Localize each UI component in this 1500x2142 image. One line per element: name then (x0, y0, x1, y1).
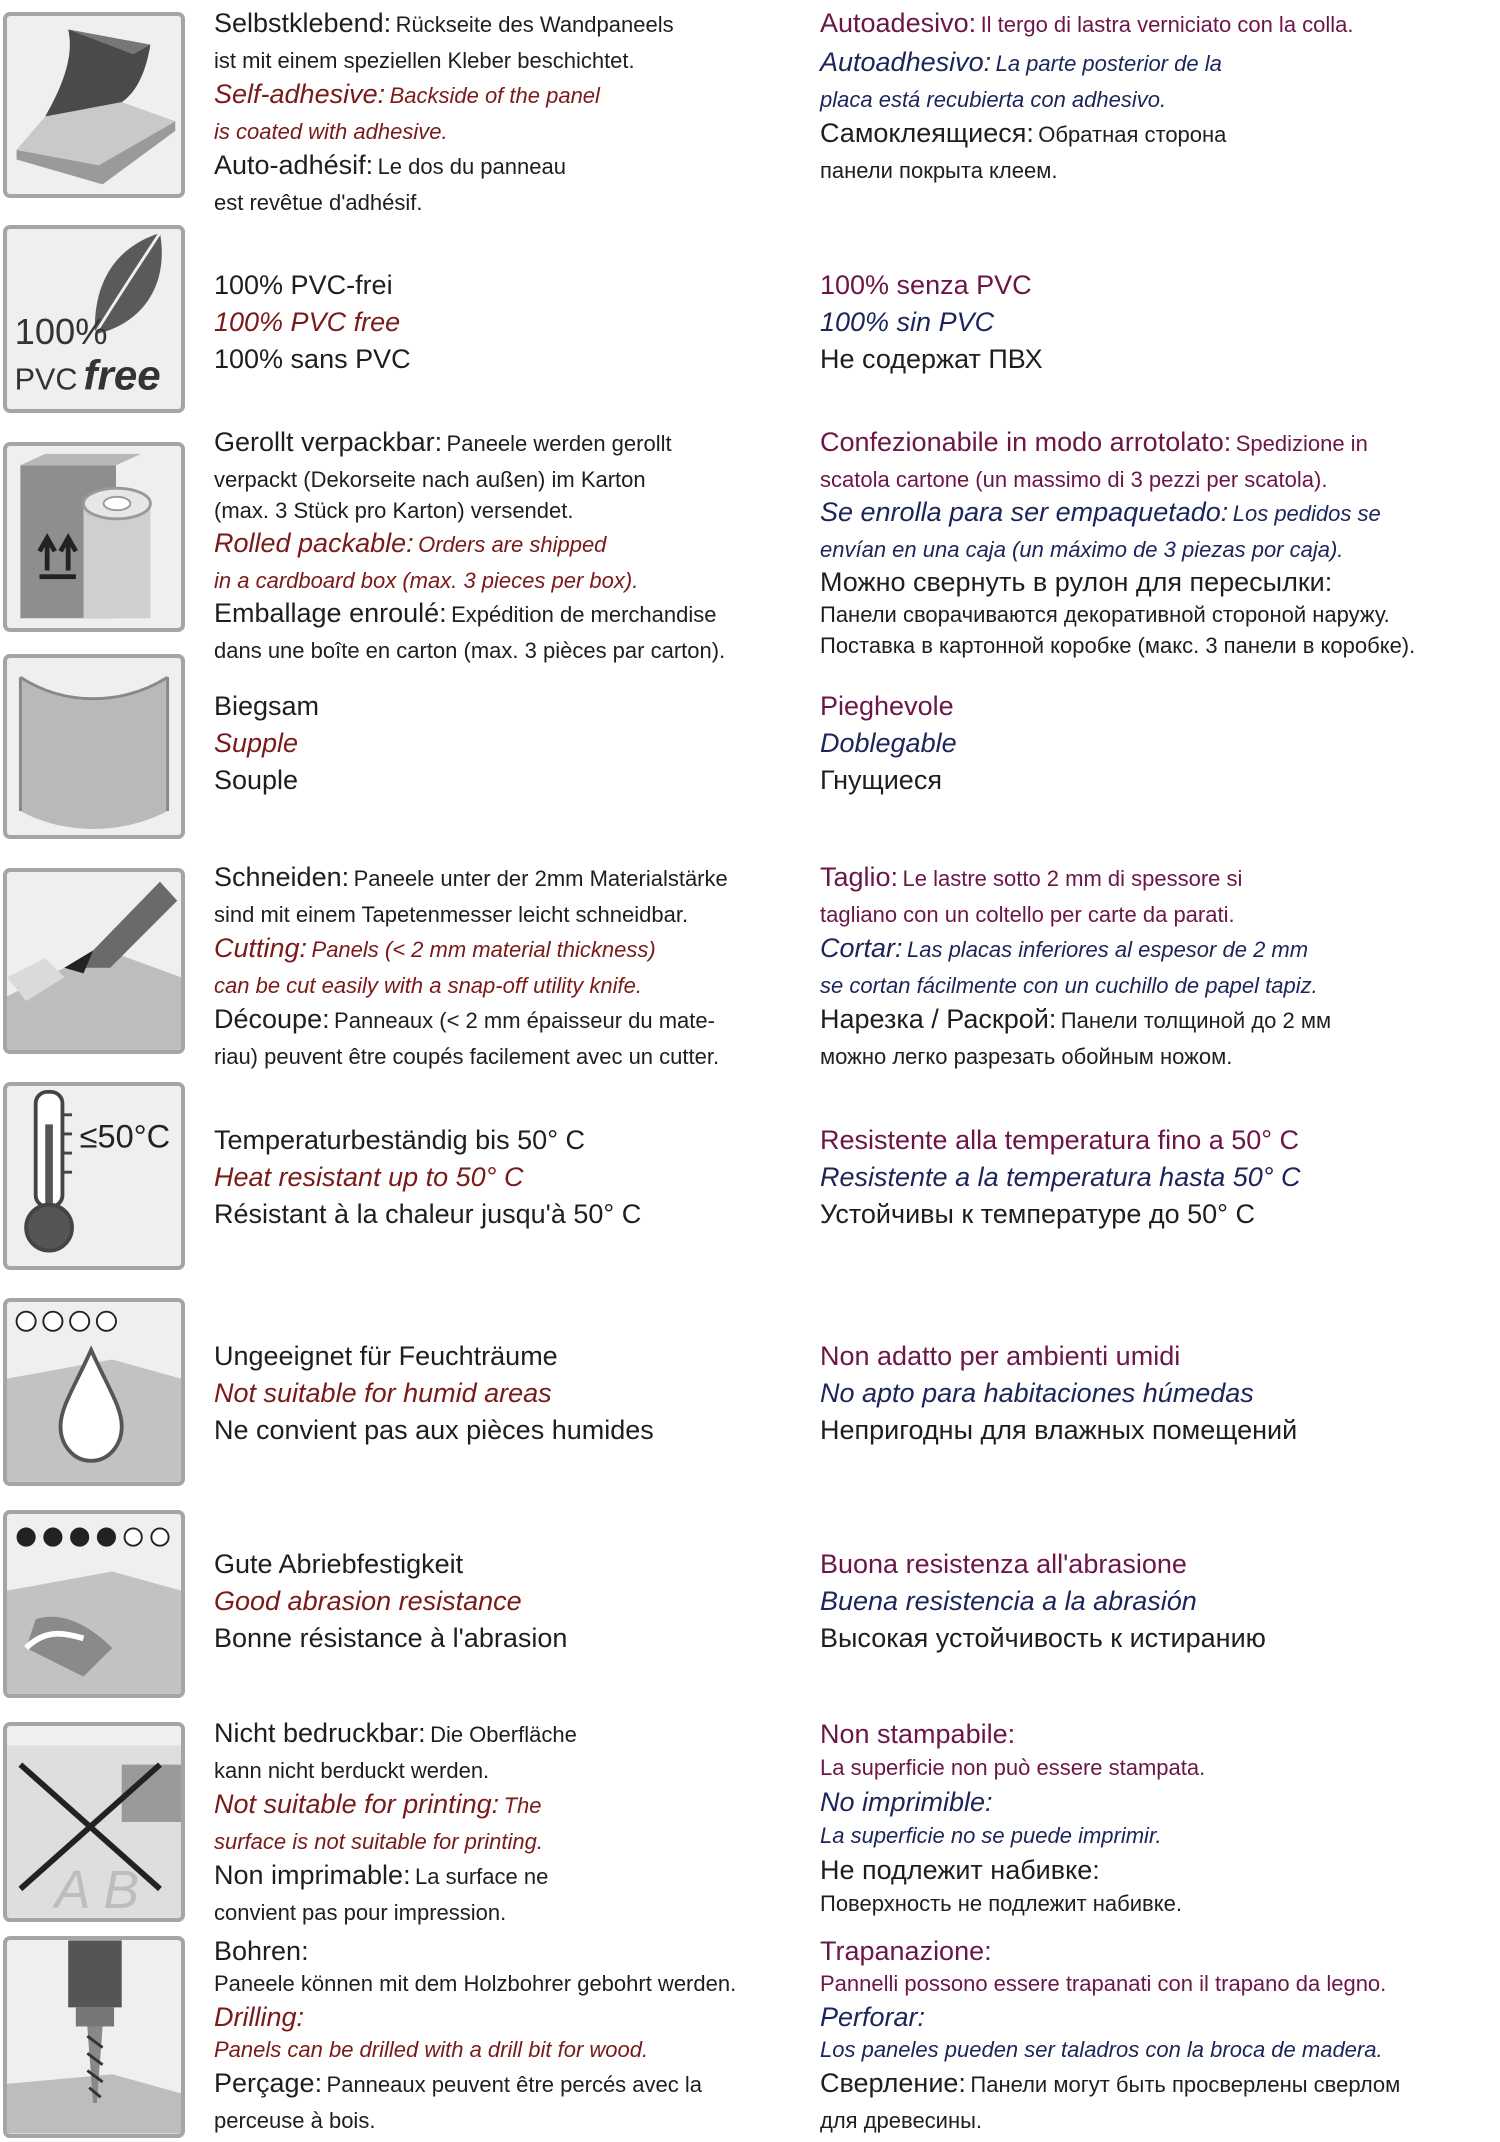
right-column (820, 860, 1500, 1073)
text-line: 100% senza PVC (820, 270, 1032, 300)
text-line: perceuse à bois. (214, 2108, 376, 2133)
right-column (820, 1122, 1500, 1233)
text-line: (max. 3 Stück pro Karton) versendet. (214, 498, 574, 523)
rating-dot-filled (18, 1528, 35, 1545)
text-line: Panels can be drilled with a drill bit for wood. (214, 2037, 649, 2062)
text-line: in a cardboard box (max. 3 pieces per box). (214, 568, 639, 593)
feature-row-abrasion (0, 1500, 1500, 1700)
text-line: Non stampabile: (820, 1719, 1016, 1749)
text-line: Buona resistenza all'abrasione (820, 1549, 1187, 1579)
left-column (214, 1338, 814, 1449)
left-column (214, 1934, 814, 2137)
right-column (820, 688, 1500, 799)
text-line: Самоклеящиеся: Обратная сторона (820, 118, 1227, 148)
text-line: Emballage enroulé: Expédition de merchandise (214, 598, 717, 628)
text-line: Perçage: Panneaux peuvent être percés avec la (214, 2068, 703, 2098)
text-line: Autoadhesivo: La parte posterior de la (820, 47, 1222, 77)
text-line: Высокая устойчивость к истиранию (820, 1623, 1266, 1653)
text-line: Résistant à la chaleur jusqu'à 50° C (214, 1199, 642, 1229)
rating-dot-empty (17, 1312, 36, 1331)
text-line: Bohren: (214, 1936, 309, 1966)
text-line: tagliano con un coltello per carte da parati. (820, 902, 1235, 927)
text-line: 100% PVC free (214, 307, 401, 337)
rating-dots (18, 1528, 169, 1545)
text-line: Drilling: (214, 2002, 305, 2032)
text-line: Non adatto per ambienti umidi (820, 1341, 1181, 1371)
text-line: Se enrolla para ser empaquetado: Los pedidos se (820, 497, 1381, 527)
text-line: verpackt (Dekorseite nach außen) im Karton (214, 467, 646, 492)
feature-row-drilling (0, 1932, 1500, 2142)
text-line: Ne convient pas aux pièces humides (214, 1415, 654, 1445)
left-column (214, 1122, 814, 1233)
text-line: Resistente a la temperatura hasta 50° C (820, 1162, 1301, 1192)
text-line: для древесины. (820, 2108, 983, 2133)
pvc-free-leaf-icon (3, 225, 185, 413)
rating-dot-filled (98, 1528, 115, 1545)
flexible-panel-icon (3, 654, 185, 839)
icon-label-ab: A B (54, 1861, 140, 1918)
drill-icon (3, 1936, 185, 2138)
text-line: ist mit einem speziellen Kleber beschichtet. (214, 48, 635, 73)
text-line: Gerollt verpackbar: Paneele werden gerollt (214, 427, 672, 457)
feature-row-rolled-packable (0, 425, 1500, 663)
text-line: Непригодны для влажных помещений (820, 1415, 1298, 1445)
text-line: est revêtue d'adhésif. (214, 190, 423, 215)
icon-label-temperature: ≤50°C (79, 1118, 171, 1155)
text-line: Nicht bedruckbar: Die Oberfläche (214, 1718, 577, 1748)
text-line: Buena resistencia a la abrasión (820, 1586, 1197, 1616)
text-line: Doblegable (820, 728, 957, 758)
text-line: Taglio: Le lastre sotto 2 mm di spessore si (820, 862, 1243, 892)
left-column (214, 267, 814, 378)
feature-row-flexible (0, 650, 1500, 840)
text-line: La superficie non può essere stampata. (820, 1755, 1206, 1780)
text-line: Auto-adhésif: Le dos du panneau (214, 150, 566, 180)
feature-row-pvc-free (0, 225, 1500, 420)
left-column (214, 860, 814, 1073)
text-line: 100% sans PVC (214, 344, 411, 374)
icon-label-pvc: PVC (14, 362, 78, 397)
text-line: 100% sin PVC (820, 307, 995, 337)
water-drop-icon (3, 1298, 185, 1486)
rating-dot-empty (97, 1312, 116, 1331)
text-line: No apto para habitaciones húmedas (820, 1378, 1254, 1408)
rating-dot-empty (70, 1312, 89, 1331)
text-line: Панели сворачиваются декоративной стороной наружу. (820, 602, 1390, 627)
text-line: Сверление: Панели могут быть просверлены сверлом (820, 2068, 1401, 2098)
text-line: Поверхность не подлежит набивке. (820, 1891, 1182, 1916)
self-adhesive-icon (3, 12, 185, 198)
cutter-knife-icon (3, 868, 185, 1054)
text-line: Good abrasion resistance (214, 1586, 522, 1616)
text-line: Можно свернуть в рулон для пересылки: (820, 567, 1333, 597)
right-column (820, 1338, 1500, 1449)
text-line: Устойчивы к температуре до 50° C (820, 1199, 1255, 1229)
text-line: Souple (214, 765, 299, 795)
text-line: se cortan fácilmente con un cuchillo de papel tapiz. (820, 973, 1318, 998)
text-line: scatola cartone (un massimo di 3 pezzi per scatola). (820, 467, 1328, 492)
text-line: No imprimible: (820, 1787, 993, 1817)
text-line: Trapanazione: (820, 1936, 992, 1966)
text-line: sind mit einem Tapetenmesser leicht schneidbar. (214, 902, 689, 927)
rating-dot-empty (151, 1528, 168, 1545)
text-line: Confezionabile in modo arrotolato: Spedizione in (820, 427, 1368, 457)
text-line: Selbstklebend: Rückseite des Wandpaneels (214, 8, 674, 38)
text-line: Pannelli possono essere trapanati con il trapano da legno. (820, 1971, 1387, 1996)
text-line: Non imprimable: La surface ne (214, 1860, 549, 1890)
text-line: Not suitable for humid areas (214, 1378, 552, 1408)
left-column (214, 425, 814, 666)
right-column (820, 1716, 1500, 1920)
thermometer-icon (3, 1082, 185, 1270)
text-line: Гнущиеся (820, 765, 942, 795)
text-line: Temperaturbeständig bis 50° C (214, 1125, 585, 1155)
right-column (820, 1546, 1500, 1657)
text-line: placa está recubierta con adhesivo. (820, 87, 1167, 112)
abrasion-sponge-icon (3, 1510, 185, 1698)
text-line: Cutting: Panels (< 2 mm material thickness) (214, 933, 656, 963)
text-line: Нарезка / Раскрой: Панели толщиной до 2 мм (820, 1004, 1332, 1034)
text-line: Supple (214, 728, 299, 758)
text-line: can be cut easily with a snap-off utility knife. (214, 973, 642, 998)
text-line: Heat resistant up to 50° C (214, 1162, 524, 1192)
text-line: Schneiden: Paneele unter der 2mm Materialstärke (214, 862, 728, 892)
right-column (820, 6, 1500, 187)
text-line: панели покрыта клеем. (820, 158, 1058, 183)
text-line: Découpe: Panneaux (< 2 mm épaisseur du mate- (214, 1004, 715, 1034)
rating-dot-empty (43, 1312, 62, 1331)
text-line: convient pas pour impression. (214, 1900, 507, 1925)
text-line: Pieghevole (820, 691, 954, 721)
rating-dots (17, 1312, 116, 1331)
text-line: surface is not suitable for printing. (214, 1829, 543, 1854)
left-column (214, 6, 814, 219)
right-column (820, 1934, 1500, 2137)
text-line: Biegsam (214, 691, 320, 721)
text-line: Perforar: (820, 2002, 926, 2032)
text-line: можно легко разрезать обойным ножом. (820, 1044, 1233, 1069)
text-line: Bonne résistance à l'abrasion (214, 1623, 568, 1653)
rating-dot-filled (71, 1528, 88, 1545)
feature-row-heat-resistant (0, 1080, 1500, 1280)
rating-dot-empty (125, 1528, 142, 1545)
feature-row-not-printable (0, 1716, 1500, 1931)
text-line: Not suitable for printing: The (214, 1789, 542, 1819)
left-column (214, 688, 814, 799)
text-line: Rolled packable: Orders are shipped (214, 528, 607, 558)
text-line: Autoadesivo: Il tergo di lastra verniciato con la colla. (820, 8, 1354, 38)
text-line: envían en una caja (un máximo de 3 piezas por caja). (820, 537, 1344, 562)
rating-dot-filled (44, 1528, 61, 1545)
text-line: Los paneles pueden ser taladros con la broca de madera. (820, 2037, 1383, 2062)
no-printing-icon (3, 1722, 185, 1922)
text-line: Поставка в картонной коробке (макс. 3 панели в коробке). (820, 633, 1416, 658)
right-column (820, 425, 1500, 661)
text-line: Cortar: Las placas inferiores al espesor de 2 mm (820, 933, 1309, 963)
text-line: riau) peuvent être coupés facilement avec un cutter. (214, 1044, 720, 1069)
feature-row-cutting (0, 860, 1500, 1069)
text-line: Gute Abriebfestigkeit (214, 1549, 464, 1579)
text-line: kann nicht berduckt werden. (214, 1758, 490, 1783)
text-line: La superficie no se puede imprimir. (820, 1823, 1162, 1848)
text-line: Resistente alla temperatura fino a 50° C (820, 1125, 1300, 1155)
text-line: Не подлежит набивке: (820, 1855, 1100, 1885)
text-line: Ungeeignet für Feuchträume (214, 1341, 558, 1371)
text-line: is coated with adhesive. (214, 119, 448, 144)
icon-label-percent: 100% (14, 310, 108, 352)
left-column (214, 1716, 814, 1929)
text-line: 100% PVC-frei (214, 270, 393, 300)
icon-label-free: free (83, 351, 161, 399)
text-line: Paneele können mit dem Holzbohrer gebohrt werden. (214, 1971, 737, 1996)
right-column (820, 267, 1500, 378)
text-line: dans une boîte en carton (max. 3 pièces par carton). (214, 638, 726, 663)
feature-row-self-adhesive (0, 0, 1500, 215)
text-line: Self-adhesive: Backside of the panel (214, 79, 600, 109)
left-column (214, 1546, 814, 1657)
text-line: Не содержат ПВХ (820, 344, 1043, 374)
rolled-box-icon (3, 442, 185, 632)
feature-row-humid-areas (0, 1290, 1500, 1490)
